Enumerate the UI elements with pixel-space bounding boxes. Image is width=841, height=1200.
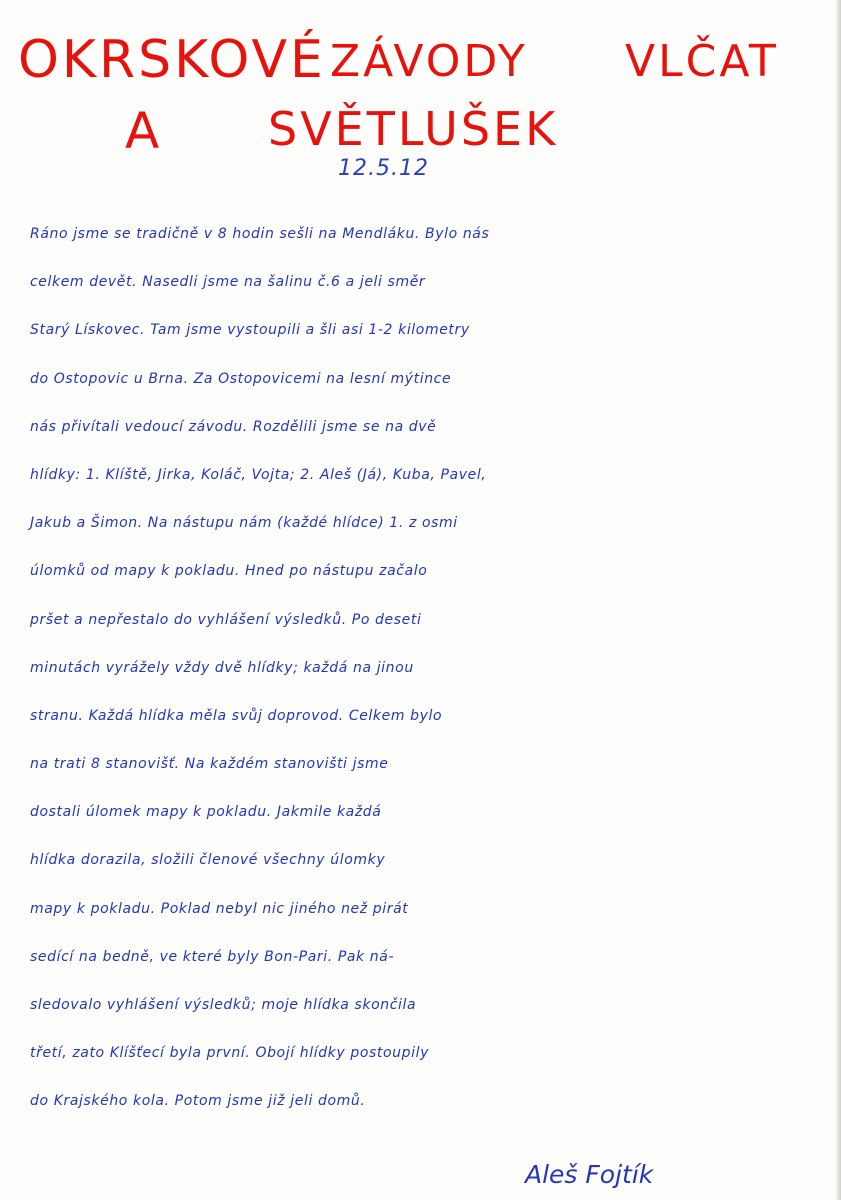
signature: Aleš Fojtík	[525, 1160, 654, 1189]
letter-line: dostali úlomek mapy k pokladu. Jakmile každá	[30, 804, 382, 821]
letter-line: Starý Lískovec. Tam jsme vystoupili a šli asi 1-2 kilometry	[30, 322, 470, 339]
heading-word-okrskove: OKRSKOVÉ	[18, 30, 326, 90]
letter-line: sledovalo vyhlášení výsledků; moje hlídka skončila	[30, 997, 417, 1013]
page-edge	[835, 0, 841, 1200]
letter-line: do Krajského kola. Potom jsme již jeli domů.	[30, 1093, 366, 1110]
letter-line: do Ostopovic u Brna. Za Ostopovicemi na lesní mýtince	[30, 370, 452, 387]
heading-word-svetlusek: SVĚTLUŠEK	[268, 102, 559, 156]
letter-body	[30, 210, 830, 1126]
letter-line: Ráno jsme se tradičně v 8 hodin sešli na Mendláku. Bylo nás	[30, 226, 490, 242]
letter-line: úlomků od mapy k pokladu. Hned po nástupu začalo	[30, 563, 428, 580]
letter-line: třetí, zato Klíšťecí byla první. Obojí hlídky postoupily	[30, 1045, 429, 1062]
letter-line: Jakub a Šimon. Na nástupu nám (každé hlídce) 1. z osmi	[30, 515, 458, 532]
heading-word-zavody: ZÁVODY	[330, 36, 528, 87]
letter-line: na trati 8 stanovišť. Na každém stanovišti jsme	[30, 756, 389, 773]
letter-line: hlídky: 1. Klíště, Jirka, Koláč, Vojta; 2. Aleš (Já), Kuba, Pavel,	[30, 466, 487, 483]
letter-line: stranu. Každá hlídka měla svůj doprovod. Celkem bylo	[30, 707, 443, 724]
letter-line: celkem devět. Nasedli jsme na šalinu č.6 a jeli směr	[30, 274, 426, 291]
letter-line: hlídka dorazila, složili členové všechny úlomky	[30, 852, 386, 869]
letter-line: minutách vyrážely vždy dvě hlídky; každá na jinou	[30, 659, 414, 676]
heading-word-vlcat: VLČAT	[625, 36, 779, 87]
letter-line: mapy k pokladu. Poklad nebyl nic jiného než pirát	[30, 900, 409, 917]
letter-line: nás přivítali vedoucí závodu. Rozdělili jsme se na dvě	[30, 418, 437, 435]
heading-word-a: A	[125, 102, 163, 160]
date: 12.5.12	[338, 156, 429, 181]
letter-line: sedící na bedně, ve které byly Bon-Pari. Pak ná-	[30, 948, 395, 965]
letter-line: pršet a nepřestalo do vyhlášení výsledků. Po deseti	[30, 611, 422, 628]
